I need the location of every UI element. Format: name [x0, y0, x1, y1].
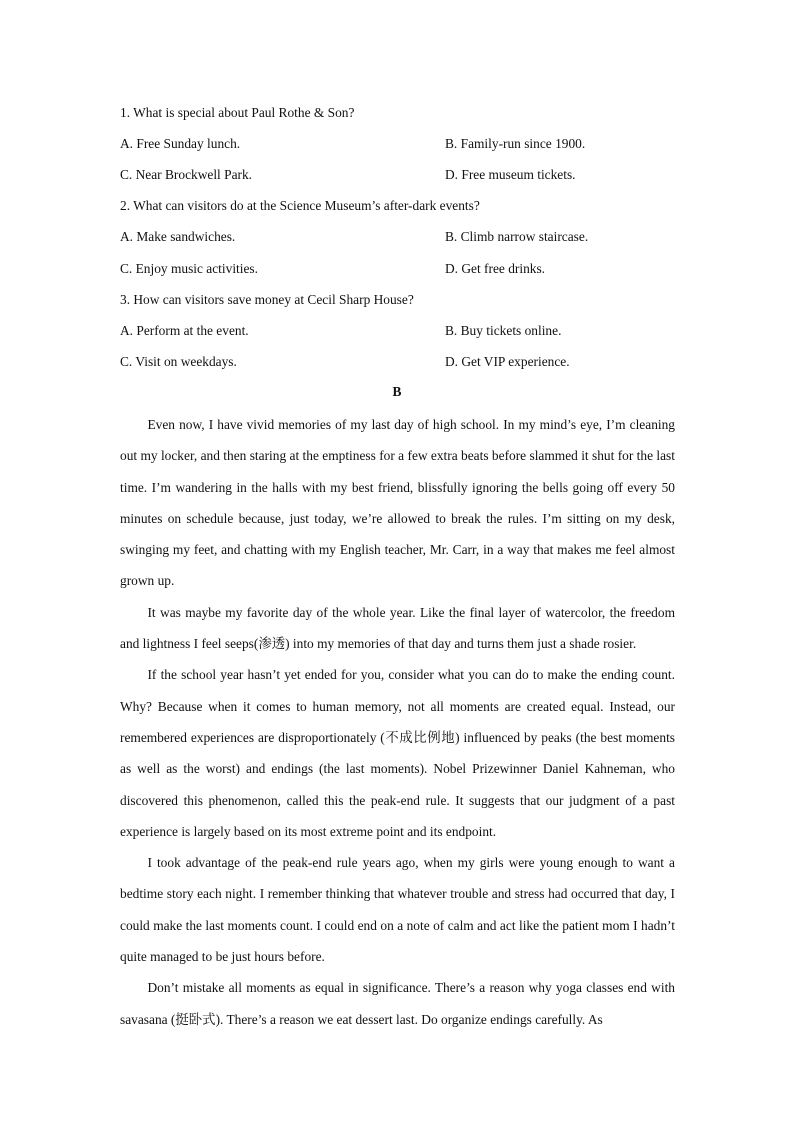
question-1-option-d: D. Free museum tickets. — [445, 167, 576, 182]
section-b-heading: B — [392, 384, 402, 399]
question-1-option-a: A. Free Sunday lunch. — [120, 136, 241, 151]
passage-b — [120, 409, 675, 1035]
question-1-option-b: B. Family-run since 1900. — [445, 136, 586, 151]
passage-paragraph-1: Even now, I have vivid memories of my last day of high school. In my mind’s eye, I’m cleaning out my locker, and then staring at the emptiness for a few extra beats before slammed it shut for the last time. I’m wandering in the halls with my best friend, blissfully ignoring the bells going off every 50 minutes on schedule because, just today, we’re allowed to break the rules. I’m sitting on my desk, swinging my feet, and chatting with my English teacher, Mr. Carr, in a way that makes me feel almost grown up. — [120, 417, 675, 589]
question-2-stem: 2. What can visitors do at the Science Museum’s after-dark events? — [120, 198, 480, 213]
question-1-stem: 1. What is special about Paul Rothe & Son? — [120, 105, 355, 120]
question-3-option-b: B. Buy tickets online. — [445, 323, 562, 338]
question-1-option-c: C. Near Brockwell Park. — [120, 167, 253, 182]
question-2-option-c: C. Enjoy music activities. — [120, 261, 258, 276]
passage-paragraph-4: I took advantage of the peak-end rule years ago, when my girls were young enough to want a bedtime story each night. I remember thinking that whatever trouble and stress had occurred that day, I could make the last moments count. I could end on a note of calm and act like the patient mom I hadn’t quite managed to be just hours before. — [120, 855, 675, 965]
question-3-stem: 3. How can visitors save money at Cecil Sharp House? — [120, 292, 414, 307]
passage-paragraph-2: It was maybe my favorite day of the whole year. Like the final layer of watercolor, the freedom and lightness I feel seeps(渗透) into my memories of that day and turns them just a shade rosier. — [120, 604, 675, 652]
passage-paragraph-5: Don’t mistake all moments as equal in significance. There’s a reason why yoga classes end with savasana (挺卧式). There’s a reason we eat dessert last. Do organize endings carefully. As — [120, 980, 675, 1027]
question-3-option-c: C. Visit on weekdays. — [120, 354, 237, 369]
question-3-option-d: D. Get VIP experience. — [445, 354, 570, 369]
question-2-option-a: A. Make sandwiches. — [120, 229, 236, 244]
passage-paragraph-3: If the school year hasn’t yet ended for you, consider what you can do to make the ending count. Why? Because when it comes to human memory, not all moments are created equal. Instead, our remembered experiences are disproportionately (不成比例地) influenced by peaks (the best moments as well as the worst) and endings (the last moments). Nobel Prizewinner Daniel Kahneman, who discovered this phenomenon, called this the peak-end rule. It suggests that our judgment of a past experience is largely based on its most extreme point and its endpoint. — [120, 667, 675, 839]
question-3-option-a: A. Perform at the event. — [120, 323, 249, 338]
question-2-option-d: D. Get free drinks. — [445, 261, 546, 276]
question-2-option-b: B. Climb narrow staircase. — [445, 229, 589, 244]
